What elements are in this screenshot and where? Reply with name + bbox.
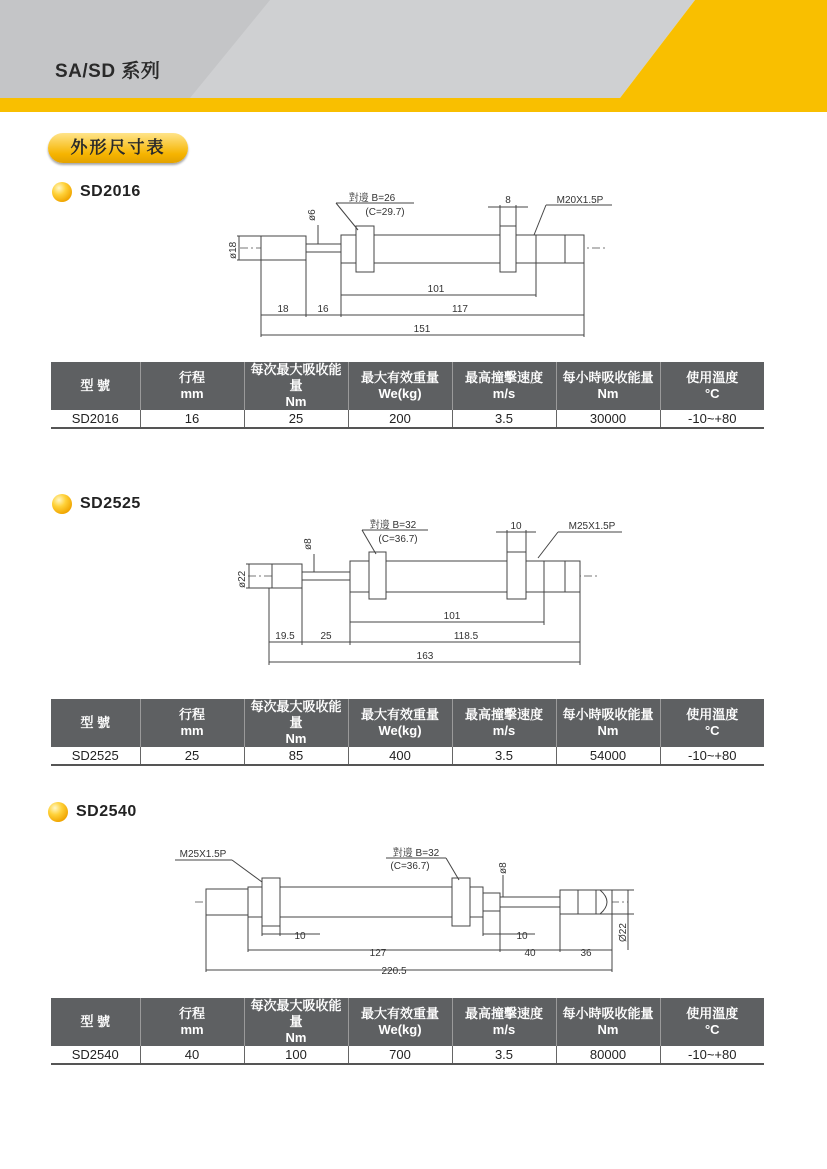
dim-head: 19.5 [275,631,295,642]
model-heading-sd2540 [48,800,137,824]
thread-label: M25X1.5P [568,521,616,532]
head-dia-label: ø22 [237,570,248,588]
spec-table-sd2016 [51,362,764,429]
header-max-energy: 每次最大吸收能量 Nm [244,699,348,747]
cell-max-speed: 3.5 [452,410,556,428]
rod-dia-label: ø6 [307,209,318,221]
cell-model: SD2016 [51,410,140,428]
dimension-drawing-sd2540 [0,840,827,985]
dimension-drawing-sd2525 [0,510,827,670]
cell-hourly-energy: 54000 [556,747,660,765]
dim-total: 151 [413,324,431,335]
cell-max-speed: 3.5 [452,747,556,765]
dim-head: 18 [277,304,289,315]
wrench-label: 對邊 B=26 [348,193,396,204]
dim-stroke: 40 [524,948,536,959]
cell-stroke: 16 [140,410,244,428]
header-max-weight: 最大有效重量 We(kg) [348,998,452,1046]
cell-hourly-energy: 30000 [556,410,660,428]
cell-hourly-energy: 80000 [556,1046,660,1064]
dim-thread: 101 [427,284,445,295]
header-model: 型 號 [51,998,140,1046]
header-model: 型 號 [51,699,140,747]
cell-stroke: 25 [140,747,244,765]
header-stroke: 行程 mm [140,699,244,747]
spec-table-sd2525 [51,699,764,766]
header-stroke: 行程 mm [140,362,244,410]
header-max-weight: 最大有效重量 We(kg) [348,362,452,410]
head-dia-label: Ø22 [618,923,629,942]
dim-stroke: 25 [320,631,332,642]
table-header-row [51,362,764,410]
thread-label: M20X1.5P [556,195,604,206]
cell-temperature: -10~+80 [660,410,764,428]
model-title: SD2016 [80,183,141,200]
cell-stroke: 40 [140,1046,244,1064]
model-title: SD2540 [76,803,137,820]
dim-stroke: 16 [317,304,329,315]
dim-body: 117 [452,304,468,315]
header-hourly-energy: 每小時吸收能量 Nm [556,998,660,1046]
rod-dia-label: ø8 [498,862,509,874]
dim-head: 36 [580,948,592,959]
header-model: 型 號 [51,362,140,410]
bullet-ball-icon [48,802,68,822]
dim-total: 220.5 [381,966,407,977]
head-dia-label: ø18 [228,241,239,259]
wrench-label: 對邊 B=32 [392,848,440,859]
dim-nut-width-right: 10 [516,931,528,942]
header-stroke: 行程 mm [140,998,244,1046]
wrench-c-label: (C=36.7) [378,534,418,545]
header-hourly-energy: 每小時吸收能量 Nm [556,362,660,410]
header-max-weight: 最大有效重量 We(kg) [348,699,452,747]
cell-max-energy: 100 [244,1046,348,1064]
header-temperature: 使用溫度 °C [660,699,764,747]
table-header-row [51,699,764,747]
cell-max-weight: 700 [348,1046,452,1064]
table-row [51,1046,764,1064]
cell-model: SD2525 [51,747,140,765]
header-max-speed: 最高撞擊速度 m/s [452,998,556,1046]
wrench-c-label: (C=36.7) [390,861,430,872]
dim-thread: 127 [369,948,387,959]
spec-table-sd2540 [51,998,764,1065]
page-title: SA/SD 系列 [55,61,161,82]
dim-total: 163 [416,651,434,662]
table-row [51,410,764,428]
header-max-energy: 每次最大吸收能量 Nm [244,362,348,410]
cell-max-energy: 25 [244,410,348,428]
wrench-label: 對邊 B=32 [369,520,417,531]
dim-nut-width: 8 [505,195,511,206]
header-max-speed: 最高撞擊速度 m/s [452,362,556,410]
thread-label: M25X1.5P [179,849,227,860]
header-temperature: 使用溫度 °C [660,998,764,1046]
dim-body: 118.5 [453,631,479,642]
cell-model: SD2540 [51,1046,140,1064]
header-max-energy: 每次最大吸收能量 Nm [244,998,348,1046]
header-hourly-energy: 每小時吸收能量 Nm [556,699,660,747]
cell-max-speed: 3.5 [452,1046,556,1064]
model-title: SD2525 [80,495,141,512]
table-row [51,747,764,765]
dim-thread: 101 [443,611,461,622]
header-max-speed: 最高撞擊速度 m/s [452,699,556,747]
cell-max-weight: 400 [348,747,452,765]
wrench-c-label: (C=29.7) [365,207,405,218]
cell-max-weight: 200 [348,410,452,428]
rod-dia-label: ø8 [303,538,314,550]
header-temperature: 使用溫度 °C [660,362,764,410]
cell-temperature: -10~+80 [660,747,764,765]
dim-nut-width-left: 10 [294,931,306,942]
table-header-row [51,998,764,1046]
cell-max-energy: 85 [244,747,348,765]
dimension-drawing-sd2016 [0,185,827,345]
section-label-pill: 外形尺寸表 [48,133,188,163]
dim-nut-width: 10 [510,521,522,532]
cell-temperature: -10~+80 [660,1046,764,1064]
